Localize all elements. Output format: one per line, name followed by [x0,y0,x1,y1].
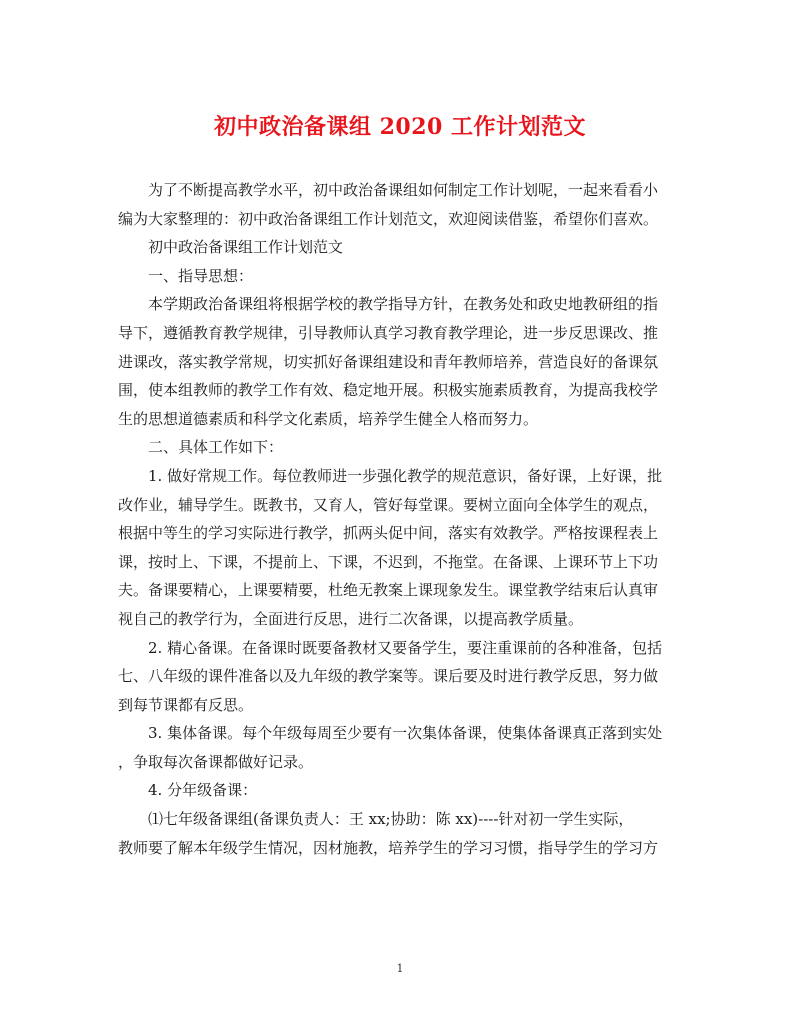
page-number: 1 [396,962,404,975]
paragraph-line: 生的思想道德素质和科学文化素质，培养学生健全人格而努力。 [118,409,539,428]
paragraph-line: 教师要了解本年级学生情况，因材施教，培养学生的学习习惯，指导学生的学习方 [118,838,659,857]
paragraph-line: 2. 精心备课。在备课时既要备教材又要备学生，要注重课前的各种准备，包括 [148,638,663,657]
paragraph-line: 本学期政治备课组将根据学校的教学指导方针，在教务处和政史地教研组的指 [148,295,659,314]
paragraph [118,462,684,634]
paragraph-line: 为了不断提高教学水平，初中政治备课组如何制定工作计划呢，一起来看看小 [148,181,659,199]
paragraph-line: 到每节课都有反思。 [118,695,254,714]
paragraph [118,290,684,433]
paragraph-line: 一、指导思想： [148,266,254,285]
paragraph-line: 1. 做好常规工作。每位教师进一步强化教学的规范意识，备好课，上好课，批 [148,466,663,485]
document-body [118,176,684,862]
paragraph-line: ⑴七年级备课组(备课负责人：王 xx;协助：陈 xx)----针对初一学生实际， [148,810,634,829]
paragraph-line: 3. 集体备课。每个年级每周至少要有一次集体备课，使集体备课真正落到实处 [148,724,663,743]
paragraph-line: 导下，遵循教育教学规律，引导教师认真学习教育教学理论，进一步反思课改、推 [118,323,659,342]
paragraph [118,262,684,291]
paragraph-line: 改作业，辅导学生。既教书，又育人，管好每堂课。要树立面向全体学生的观点， [118,495,659,514]
paragraph [118,805,684,862]
paragraph [118,776,684,805]
paragraph-line: 七、八年级的课件准备以及九年级的教学案等。课后要及时进行教学反思，努力做 [118,667,659,686]
paragraph-line: 初中政治备课组工作计划范文 [148,238,344,257]
paragraph-line: 围，使本组教师的教学工作有效、稳定地开展。积极实施素质教育，为提高我校学 [118,381,659,400]
paragraph-line: 进课改，落实教学常规，切实抓好备课组建设和青年教师培养，营造良好的备课氛 [118,352,659,371]
document-title: 初中政治备课组 2020 工作计划范文 [213,114,587,140]
paragraph-line: 编为大家整理的：初中政治备课组工作计划范文，欢迎阅读借鉴，希望你们喜欢。 [118,209,659,228]
paragraph-line: 根据中等生的学习实际进行教学，抓两头促中间，落实有效教学。严格按课程表上 [118,524,659,543]
paragraph [118,233,684,262]
paragraph-line: 4. 分年级备课： [148,781,258,800]
paragraph [118,634,684,720]
paragraph-line: 夫。备课要精心，上课要精要，杜绝无教案上课现象发生。课堂教学结束后认真审 [118,581,659,600]
paragraph-line: ，争取每次备课都做好记录。 [118,752,314,771]
paragraph [118,433,684,462]
paragraph-line: 二、具体工作如下： [148,438,284,457]
paragraph [118,719,684,776]
paragraph-line: 课，按时上、下课，不提前上、下课，不迟到，不拖堂。在备课、上课环节上下功 [118,552,659,571]
paragraph-line: 视自己的教学行为，全面进行反思，进行二次备课，以提高教学质量。 [118,609,584,628]
paragraph [118,176,684,233]
